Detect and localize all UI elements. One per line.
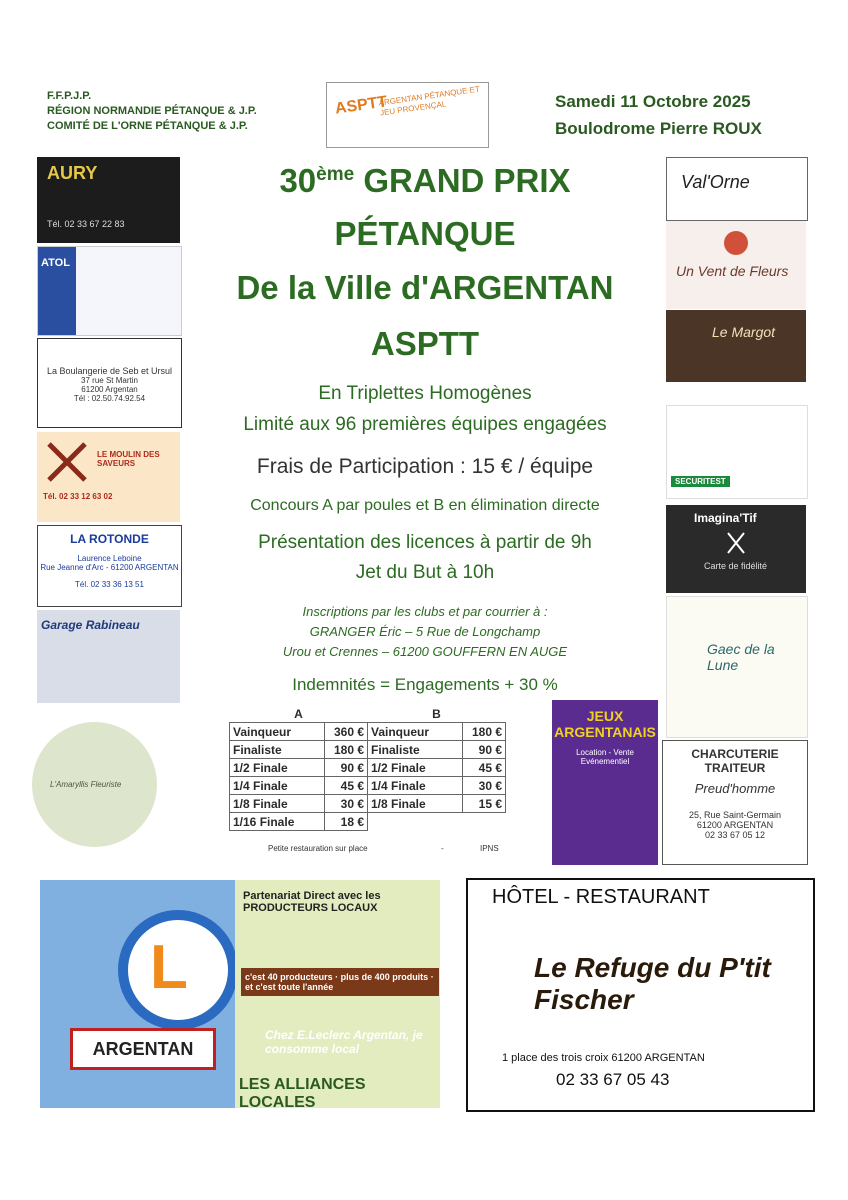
sponsor-boulangerie bbox=[37, 338, 182, 428]
sponsor-name: Garage Rabineau bbox=[41, 618, 140, 632]
sponsor-imagina bbox=[666, 505, 806, 593]
prize-label: 1/2 Finale bbox=[368, 759, 463, 777]
prize-amount: 15 € bbox=[463, 795, 506, 813]
leclerc-slogan: Chez E.Leclerc Argentan, je consomme local bbox=[265, 1028, 423, 1056]
sponsor-name: Val'Orne bbox=[681, 172, 750, 192]
flower-icon bbox=[718, 227, 754, 259]
sponsor-address: 37 rue St Martin bbox=[81, 376, 138, 385]
sponsor-name: LA ROTONDE bbox=[70, 532, 149, 546]
prize-header-a: A bbox=[294, 706, 303, 721]
sponsor-charcuterie bbox=[662, 740, 808, 865]
inscriptions-line: GRANGER Éric – 5 Rue de Longchamp bbox=[309, 624, 541, 639]
inscriptions-line: Inscriptions par les clubs et par courrier à : bbox=[302, 604, 548, 619]
fee-text: Frais de Participation : 15 € / équipe bbox=[256, 455, 594, 478]
table-row bbox=[230, 759, 506, 777]
event-date-venue bbox=[555, 88, 762, 142]
sponsor-address: 25, Rue Saint-Germain bbox=[688, 810, 782, 820]
prize-table bbox=[229, 705, 506, 831]
sponsor-address: 61200 Argentan bbox=[81, 385, 138, 394]
sponsor-gaec bbox=[666, 596, 808, 738]
windmill-icon bbox=[45, 440, 89, 488]
footnote-separator: - bbox=[441, 844, 444, 853]
sponsor-securitest bbox=[666, 405, 808, 499]
format-text: En Triplettes Homogènes bbox=[318, 383, 532, 404]
prize-amount: 45 € bbox=[463, 759, 506, 777]
leclerc-stat: c'est 40 producteurs bbox=[245, 972, 333, 982]
sponsor-margot bbox=[666, 310, 806, 382]
sponsor-name: ATOL bbox=[41, 257, 70, 269]
sponsor-owner: Laurence Leboine bbox=[77, 554, 142, 563]
sponsor-vent-de-fleurs bbox=[666, 221, 806, 309]
federation-line: F.F.P.J.P. bbox=[47, 90, 92, 102]
sponsor-garage bbox=[37, 610, 180, 703]
title-line-2: PÉTANQUE bbox=[334, 215, 516, 252]
prize-amount: 18 € bbox=[325, 813, 368, 831]
asptt-logo bbox=[326, 82, 489, 148]
asptt-logo-text: ASPTT bbox=[334, 93, 389, 118]
title-line-1 bbox=[190, 162, 660, 200]
federation-line: COMITÉ DE L'ORNE PÉTANQUE & J.P. bbox=[47, 120, 248, 132]
prize-amount: 360 € bbox=[325, 723, 368, 741]
hotel-title: HÔTEL - RESTAURANT bbox=[492, 886, 710, 908]
catering-note: Petite restauration sur place bbox=[268, 844, 368, 853]
leclerc-stat: plus de 400 produits bbox=[340, 972, 429, 982]
sponsor-name: CHARCUTERIE TRAITEUR bbox=[691, 747, 779, 775]
prize-label: Vainqueur bbox=[230, 723, 325, 741]
sponsor-name: LE MOULIN DES SAVEURS bbox=[97, 450, 160, 468]
sponsor-atol bbox=[37, 246, 182, 336]
sponsor-name: La Boulangerie de Seb et Ursul bbox=[46, 366, 173, 376]
sponsor-subtitle: Carte de fidélité bbox=[704, 561, 768, 571]
sponsor-phone: Tél. 02 33 67 22 83 bbox=[47, 219, 125, 229]
sponsor-address: 61200 ARGENTAN bbox=[696, 820, 774, 830]
title-ordinal-number: 30 bbox=[279, 162, 317, 199]
prize-label: Finaliste bbox=[368, 741, 463, 759]
sponsor-name: JEUX ARGENTANAIS bbox=[554, 708, 656, 740]
sponsor-phone: Tél. 02 33 12 63 02 bbox=[43, 492, 113, 501]
leclerc-logo bbox=[118, 910, 238, 1030]
inscriptions-line: Urou et Crennes – 61200 GOUFFERN EN AUGE bbox=[282, 644, 568, 659]
sponsor-aury bbox=[37, 157, 180, 243]
town-sign: ARGENTAN bbox=[70, 1028, 216, 1070]
title-line-3: De la Ville d'ARGENTAN bbox=[236, 269, 614, 306]
prize-table-header bbox=[230, 705, 506, 723]
prize-label: 1/4 Finale bbox=[230, 777, 325, 795]
sponsor-name: Le Margot bbox=[712, 324, 776, 340]
prize-label: 1/2 Finale bbox=[230, 759, 325, 777]
prize-amount: 90 € bbox=[325, 759, 368, 777]
prize-label: Finaliste bbox=[230, 741, 325, 759]
prize-label: Vainqueur bbox=[368, 723, 463, 741]
leclerc-partner-panel: Partenariat Direct avec les PRODUCTEURS LOCAUX c'est 40 producteurs · plus de 400 produits · et c'est toute l'année Chez E.Leclerc Argentan, je consomme local LES ALLIANCES LOCALES bbox=[235, 880, 440, 1108]
sponsor-address: Rue Jeanne d'Arc - 61200 ARGENTAN bbox=[40, 563, 179, 572]
sponsor-name: SECURITEST bbox=[671, 476, 730, 487]
leclerc-logo-letter: L bbox=[150, 933, 188, 1002]
event-date: Samedi 11 Octobre 2025 bbox=[555, 92, 751, 111]
hotel-address: 1 place des trois croix 61200 ARGENTAN bbox=[502, 1052, 705, 1064]
sponsor-subtitle: Location - Vente bbox=[576, 748, 634, 757]
contest-text: Concours A par poules et B en élimination directe bbox=[250, 497, 600, 514]
prize-label: 1/8 Finale bbox=[368, 795, 463, 813]
table-row bbox=[230, 741, 506, 759]
inscriptions-block bbox=[190, 602, 660, 662]
sponsor-name: L'Amaryllis Fleuriste bbox=[50, 780, 122, 789]
table-row bbox=[230, 723, 506, 741]
prize-amount: 90 € bbox=[463, 741, 506, 759]
title-line-4: ASPTT bbox=[370, 325, 480, 362]
sponsor-name: Gaec de la Lune bbox=[707, 641, 775, 673]
prize-amount: 180 € bbox=[463, 723, 506, 741]
jet-text: Jet du But à 10h bbox=[355, 562, 495, 583]
sponsor-valorne bbox=[666, 157, 808, 221]
sponsor-moulin bbox=[37, 432, 180, 522]
federation-header bbox=[47, 89, 257, 134]
prize-amount: 30 € bbox=[325, 795, 368, 813]
title-grand-prix: GRAND PRIX bbox=[354, 162, 571, 199]
sponsor-hotel bbox=[466, 878, 815, 1112]
hotel-name: Le Refuge du P'tit Fischer bbox=[534, 952, 771, 1015]
prize-header-b: B bbox=[432, 706, 441, 721]
sponsor-phone: Tél. 02 33 36 13 51 bbox=[75, 580, 144, 589]
scissors-icon bbox=[724, 531, 748, 555]
prize-amount: 180 € bbox=[325, 741, 368, 759]
event-venue: Boulodrome Pierre ROUX bbox=[555, 119, 762, 138]
sponsor-phone: 02 33 67 05 12 bbox=[704, 830, 766, 840]
leclerc-footer: LES ALLIANCES LOCALES bbox=[239, 1076, 366, 1108]
title-ordinal-suffix: ème bbox=[316, 164, 355, 185]
sponsor-name: Un Vent de Fleurs bbox=[676, 263, 789, 279]
prize-label: 1/8 Finale bbox=[230, 795, 325, 813]
table-row bbox=[230, 813, 506, 831]
indemnities-text: Indemnités = Engagements + 30 % bbox=[292, 675, 558, 694]
prize-label: 1/16 Finale bbox=[230, 813, 325, 831]
sponsor-rotonde bbox=[37, 525, 182, 607]
table-row bbox=[230, 795, 506, 813]
sponsor-cercle bbox=[32, 722, 157, 847]
prize-label: 1/4 Finale bbox=[368, 777, 463, 795]
sponsor-leclerc bbox=[40, 880, 440, 1108]
hotel-phone: 02 33 67 05 43 bbox=[556, 1070, 670, 1089]
ipns-note: IPNS bbox=[480, 844, 499, 853]
sponsor-name: Imagina'Tif bbox=[694, 511, 757, 525]
partner-heading: Partenariat Direct avec les PRODUCTEURS LOCAUX bbox=[243, 890, 381, 914]
asptt-logo-subtitle: ARGENTAN PÉTANQUE ET JEU PROVENÇAL bbox=[378, 84, 481, 118]
federation-line: RÉGION NORMANDIE PÉTANQUE & J.P. bbox=[47, 105, 257, 117]
table-row bbox=[230, 777, 506, 795]
sponsor-name: AURY bbox=[47, 163, 98, 183]
sponsor-subtitle: Preud'homme bbox=[694, 781, 776, 796]
sponsor-phone: Tél : 02.50.74.92.54 bbox=[73, 394, 146, 403]
limit-text: Limité aux 96 premières équipes engagées bbox=[243, 414, 607, 435]
prize-amount: 30 € bbox=[463, 777, 506, 795]
licences-text: Présentation des licences à partir de 9h bbox=[258, 532, 592, 553]
prize-amount: 45 € bbox=[325, 777, 368, 795]
sponsor-jeux bbox=[552, 700, 658, 865]
sponsor-subtitle: Evénementiel bbox=[580, 757, 630, 766]
leclerc-stat: et c'est toute l'année bbox=[245, 982, 334, 992]
